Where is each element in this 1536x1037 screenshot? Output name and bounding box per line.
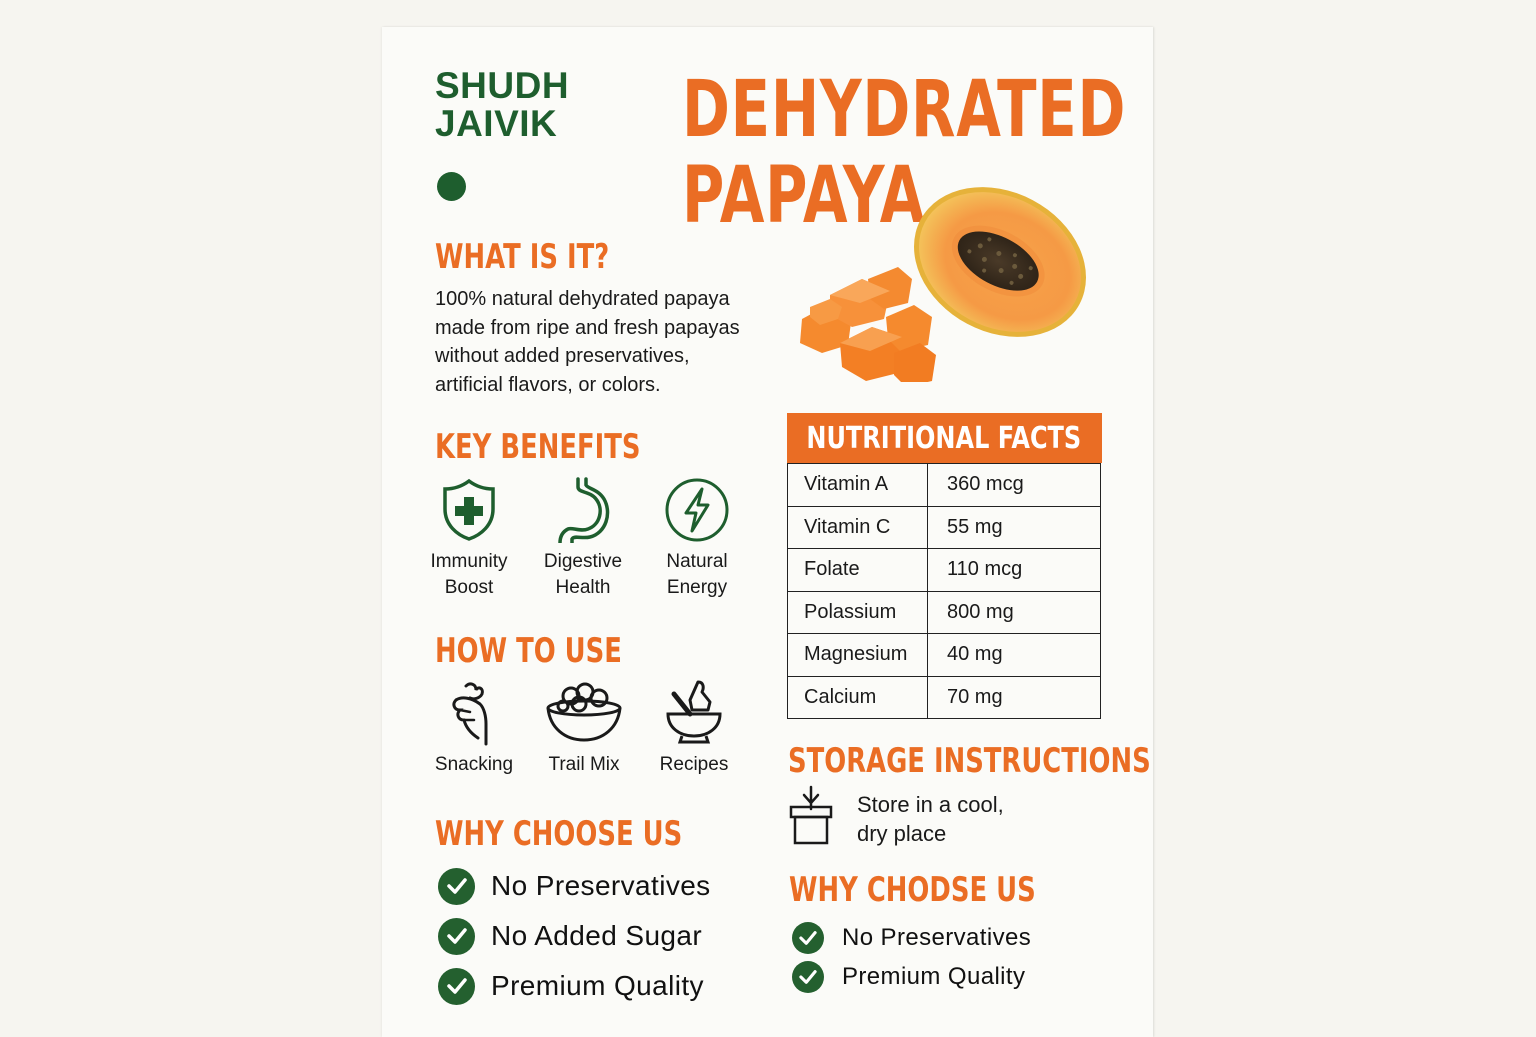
storage-line: Store in a cool, [857, 792, 1004, 817]
table-row [788, 676, 1100, 719]
nutrient-name: Calcium [788, 677, 928, 719]
table-row [788, 591, 1100, 634]
description-line: made from ripe and fresh papayas [435, 316, 740, 339]
benefit-digestive [528, 477, 638, 601]
benefit-label-line: Digestive [543, 551, 623, 572]
check-circle-icon [438, 918, 475, 955]
check-circle-icon [792, 922, 824, 954]
benefit-label-line: Boost [444, 577, 494, 598]
nutrient-value: 55 mg [947, 515, 1003, 538]
list-item-text: Premium Quality [842, 962, 1026, 990]
nutrient-name: Vitamin A [788, 464, 928, 506]
how-to-use-list [419, 680, 749, 778]
hand-snack-icon [444, 680, 504, 746]
product-info-card [382, 27, 1153, 1037]
use-trail-mix [529, 680, 639, 778]
use-label: Recipes [659, 754, 729, 775]
box-icon [788, 785, 834, 847]
stomach-icon [550, 477, 616, 543]
how-to-use-heading: HOW TO USE [435, 631, 622, 671]
key-benefits-list [414, 477, 752, 601]
list-item-text: Premium Quality [491, 970, 704, 1001]
bowl-icon [545, 680, 623, 746]
storage-heading: STORAGE INSTRUCTIONS [788, 741, 1151, 781]
brand-line-2: JAIVIK [435, 103, 558, 144]
benefit-label-line: Immunity [430, 551, 508, 572]
nutrient-name: Polassium [788, 592, 928, 634]
nutritional-facts-heading [787, 413, 1102, 463]
list-item [792, 957, 1031, 996]
title-line-1: DEHYDRATED [682, 65, 1127, 155]
table-row [788, 633, 1100, 676]
what-is-it-heading: WHAT IS IT? [435, 237, 610, 277]
table-row [788, 506, 1100, 549]
list-item-text: No Added Sugar [491, 920, 703, 951]
why-chodse-us-list [792, 918, 1031, 996]
benefit-label [414, 549, 524, 601]
brand-dot-icon [437, 172, 466, 201]
why-choose-us-heading: WHY CHOOSE US [435, 814, 683, 854]
nutrient-value: 800 mg [947, 600, 1014, 623]
nutrient-value: 40 mg [947, 643, 1003, 666]
check-circle-icon [438, 868, 475, 905]
check-circle-icon [792, 961, 824, 993]
nutrient-name: Folate [788, 549, 928, 591]
nutrient-value: 70 mg [947, 685, 1003, 708]
brand-logo [435, 67, 569, 143]
benefit-label-line: Natural [666, 551, 728, 572]
nutrient-name: Vitamin C [788, 507, 928, 549]
why-chodse-us-heading: WHY CHODSE US [789, 870, 1036, 910]
list-item-text: No Preservatives [491, 870, 711, 901]
key-benefits-heading: KEY BENEFITS [435, 427, 641, 467]
benefit-energy [642, 477, 752, 601]
storage-line: dry place [857, 821, 947, 846]
nutrient-value: 110 mcg [947, 558, 1023, 581]
title-line-2: PAPAYA [682, 151, 926, 241]
mortar-pestle-icon [664, 680, 724, 746]
use-label: Trail Mix [548, 754, 620, 775]
benefit-label-line: Energy [666, 577, 728, 598]
nutrient-name: Magnesium [788, 634, 928, 676]
use-recipes [639, 680, 749, 778]
table-row [788, 548, 1100, 591]
why-choose-us-list [438, 861, 711, 1011]
list-item [438, 961, 711, 1011]
nutritional-facts-title: NUTRITIONAL FACTS [806, 420, 1082, 456]
description-line: artificial flavors, or colors. [435, 373, 661, 396]
benefit-label [528, 549, 638, 601]
list-item [438, 861, 711, 911]
list-item [438, 911, 711, 961]
brand-line-1: SHUDH [435, 65, 570, 106]
nutrient-value: 360 mcg [947, 473, 1024, 496]
papaya-image [790, 167, 1110, 382]
shield-plus-icon [439, 477, 499, 543]
use-label: Snacking [434, 754, 514, 775]
list-item-text: No Preservatives [842, 923, 1032, 951]
description-line: without added preservatives, [435, 345, 690, 367]
benefit-label [642, 549, 752, 601]
check-circle-icon [438, 968, 475, 1005]
lightning-bolt-icon [664, 477, 730, 543]
storage-instructions-text [857, 790, 1004, 848]
benefit-immunity [414, 477, 524, 601]
table-row [788, 463, 1100, 506]
description-line: 100% natural dehydrated papaya [435, 288, 730, 310]
nutritional-facts-table [787, 413, 1101, 719]
benefit-label-line: Health [555, 577, 611, 598]
list-item [792, 918, 1031, 957]
use-snacking [419, 680, 529, 778]
what-is-it-description [435, 285, 740, 399]
